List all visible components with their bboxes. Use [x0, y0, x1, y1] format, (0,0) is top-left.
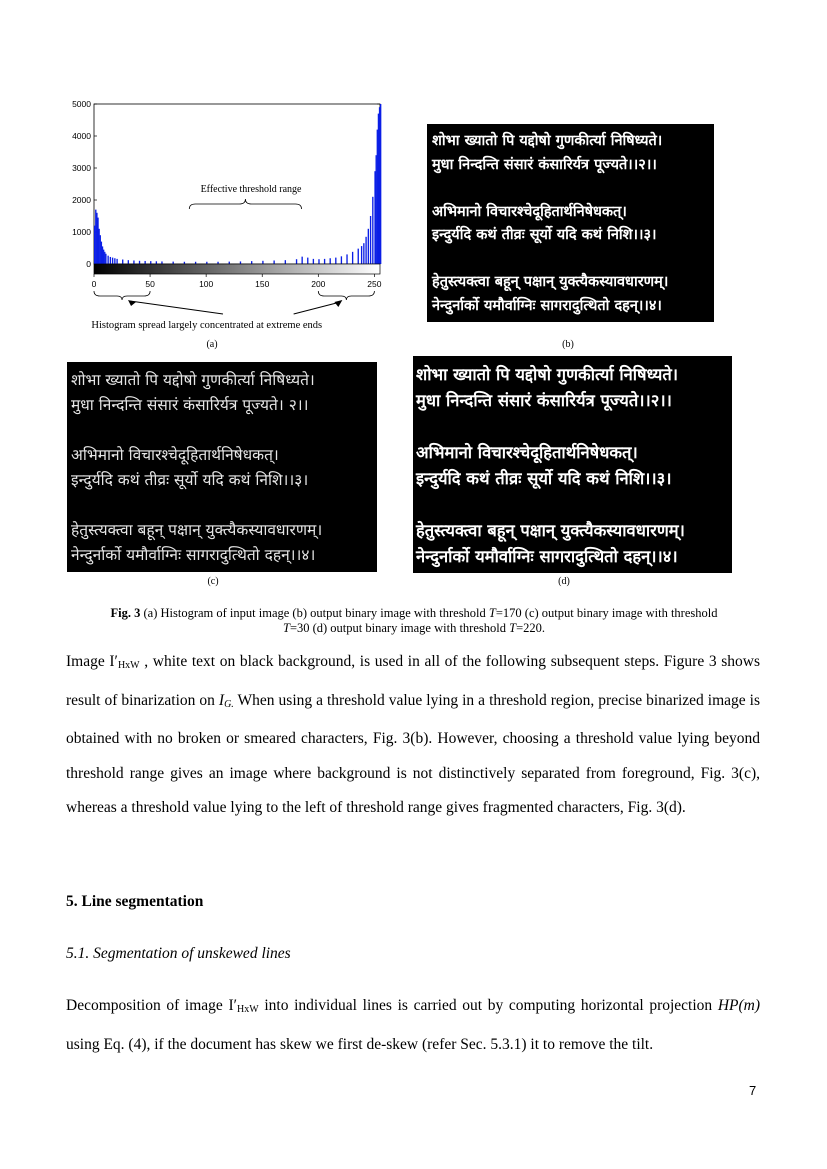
right-brace — [318, 291, 374, 300]
sanskrit-line: शोभा ख्यातो पि यद्दोषो गुणकीर्त्या निषिध्यते। — [416, 365, 679, 384]
histogram-bar — [122, 260, 123, 264]
sanskrit-line: इन्दुर्यदि कथं तीव्रः सूर्यो यदि कथं निशि।।३। — [432, 227, 657, 243]
histogram-bar — [112, 258, 113, 264]
text: using Eq. (4), if the document has skew we first de-skew (refer Sec. 5.3.1) it to remove the tilt. — [66, 1035, 654, 1053]
histogram-bar — [240, 261, 241, 264]
page-number: 7 — [749, 1083, 757, 1098]
histogram-bar — [346, 254, 347, 264]
text: Image I′ — [66, 653, 118, 670]
arrow-right — [294, 302, 341, 314]
binary-image-d — [413, 356, 732, 573]
y-tick-label: 2000 — [72, 195, 91, 205]
histogram-bar — [251, 261, 252, 264]
label-c: (c) — [207, 576, 219, 587]
histogram-bar — [335, 258, 336, 264]
text: , white text on black background, is used in all of the following subsequent steps. Figure 3 shows result of binarization on — [66, 653, 761, 709]
label-b: (b) — [562, 339, 574, 350]
caption-part: =170 (c) output binary image with threshold — [495, 606, 718, 620]
histogram-bar — [161, 261, 162, 264]
sanskrit-line: अभिमानो विचारश्चेदूहितार्थनिषेधकत्। — [416, 443, 638, 462]
threshold-range-label: Effective threshold range — [200, 184, 302, 195]
histogram-bar — [139, 261, 140, 264]
x-tick-label: 50 — [145, 279, 155, 289]
sanskrit-line: इन्दुर्यदि कथं तीव्रः सूर्यो यदि कथं निशि।।३। — [416, 469, 672, 488]
math-var: I — [218, 691, 225, 709]
x-tick-label: 250 — [367, 279, 382, 289]
histogram-bar — [352, 252, 353, 264]
caption-part: =30 (d) output binary image with threshold — [289, 621, 510, 635]
histogram-bar — [173, 262, 174, 264]
sanskrit-line: इन्दुर्यदि कथं तीव्रः सूर्यो यदि कथं निशि।।३। — [71, 471, 309, 489]
histogram-bar — [144, 261, 145, 264]
caption-var: T — [488, 606, 496, 620]
histogram-bar — [105, 254, 106, 264]
sanskrit-line: नेन्दुर्नार्को यमौर्वाग्निः सागरादुत्थितो दहन्।।४। — [432, 297, 662, 314]
histogram-bar — [110, 257, 111, 264]
left-brace — [94, 291, 150, 300]
histogram-bar — [370, 216, 371, 264]
histogram-panel — [60, 96, 390, 336]
binary-image-c — [67, 362, 377, 572]
label-a: (a) — [206, 339, 218, 350]
histogram-bar — [341, 256, 342, 264]
sanskrit-line: हेतुस्त्यक्त्वा बहून् पक्षान् युक्त्यैकस्यावधारणम्। — [416, 521, 685, 540]
histogram-note: Histogram spread largely concentrated at extreme ends — [91, 320, 323, 331]
binary-image-b — [427, 124, 714, 322]
histogram-bar — [358, 249, 359, 264]
sanskrit-line: नेन्दुर्नार्को यमौर्वाग्निः सागरादुत्थितो दहन्।।४। — [71, 546, 316, 564]
histogram-bar — [330, 258, 331, 264]
histogram-bar — [307, 258, 308, 264]
caption-part: =220. — [516, 621, 545, 635]
text: Decomposition of image I′ — [66, 997, 238, 1014]
histogram-bar — [363, 243, 364, 264]
subscript: HxW — [117, 660, 140, 671]
histogram-bar — [273, 260, 274, 264]
x-tick-label: 150 — [255, 279, 270, 289]
y-tick-label: 4000 — [72, 131, 91, 141]
subscript: G. — [224, 698, 234, 710]
histogram-bar — [372, 197, 373, 264]
text: When using a threshold value lying in a threshold region, precise binarized image is obtained with no broken or smeared characters, Fig. 3(b). However, choosing a threshold value lying beyond threshold range gives an image where background is not distinctively separated from foreground, Fig. 3(c), whereas a threshold value lying to the left of threshold range gives fragmented characters, Fig. 3(d). — [66, 691, 761, 816]
histogram-bar — [114, 258, 115, 264]
sanskrit-line: शोभा ख्यातो पि यद्दोषो गुणकीर्त्या निषिध्यते। — [71, 371, 315, 389]
histogram-bar — [296, 259, 297, 264]
histogram-bar — [361, 246, 362, 264]
histogram-bar — [285, 260, 286, 264]
math-var: HP(m) — [717, 997, 761, 1014]
sanskrit-line: हेतुस्त्यक्त्वा बहून् पक्षान् युक्त्यैकस्यावधारणम्। — [71, 521, 323, 539]
x-tick-label: 0 — [91, 279, 97, 289]
histogram-bar — [128, 260, 129, 264]
subscript: HxW — [237, 1004, 259, 1015]
histogram-bar — [301, 257, 302, 264]
sanskrit-line: हेतुस्त्यक्त्वा बहून् पक्षान् युक्त्यैकस्यावधारणम्। — [432, 274, 669, 290]
y-tick-label: 1000 — [72, 227, 91, 237]
caption-part: (a) Histogram of input image (b) output binary image with threshold — [140, 606, 489, 620]
text: into individual lines is carried out by computing horizontal projection — [258, 997, 718, 1014]
y-tick-label: 3000 — [72, 163, 91, 173]
histogram-bar — [116, 259, 117, 264]
x-tick-label: 100 — [199, 279, 214, 289]
histogram-bar — [368, 229, 369, 264]
histogram-bar — [318, 259, 319, 264]
sanskrit-line: नेन्दुर्नार्को यमौर्वाग्निः सागरादुत्थितो दहन्।।४। — [416, 547, 678, 566]
label-d: (d) — [558, 576, 570, 587]
arrow-left — [130, 301, 223, 314]
sanskrit-line: मुधा निन्दन्ति संसारं कंसारिर्यत्र पूज्यते।।२।। — [416, 391, 672, 410]
sanskrit-line: मुधा निन्दन्ति संसारं कंसारिर्यत्र पूज्यते।।२।। — [432, 156, 657, 173]
section-heading: 5. Line segmentation — [66, 893, 204, 910]
histogram-bar — [229, 262, 230, 264]
sanskrit-line: मुधा निन्दन्ति संसारं कंसारिर्यत्र पूज्यते। २।। — [71, 396, 309, 414]
body-paragraph-2 — [66, 989, 760, 1062]
subsection-heading: 5.1. Segmentation of unskewed lines — [66, 945, 291, 962]
histogram-bar — [262, 261, 263, 264]
histogram-bar — [313, 259, 314, 264]
histogram-bar — [380, 104, 381, 264]
histogram-bar — [107, 256, 108, 264]
y-tick-label: 5000 — [72, 99, 91, 109]
histogram-bar — [150, 261, 151, 264]
figure-caption — [56, 606, 772, 636]
body-paragraph-1 — [66, 645, 760, 826]
caption-fig-label: Fig. 3 — [110, 606, 141, 620]
histogram-chart — [60, 96, 390, 336]
caption-var: T — [282, 621, 290, 635]
caption-var: T — [509, 621, 517, 635]
histogram-bar — [324, 259, 325, 264]
histogram-bar — [365, 237, 366, 264]
y-tick-label: 0 — [86, 259, 91, 269]
x-tick-label: 200 — [311, 279, 326, 289]
sanskrit-line: अभिमानो विचारश्चेदूहितार्थनिषेधकत्। — [71, 446, 279, 464]
sanskrit-line: शोभा ख्यातो पि यद्दोषो गुणकीर्त्या निषिध्यते। — [432, 133, 663, 149]
arrowhead-right — [334, 300, 342, 307]
histogram-bar — [133, 260, 134, 264]
histogram-bar — [156, 261, 157, 264]
sanskrit-line: अभिमानो विचारश्चेदूहितार्थनिषेधकत्। — [432, 203, 627, 220]
grayscale-bar — [94, 264, 380, 274]
